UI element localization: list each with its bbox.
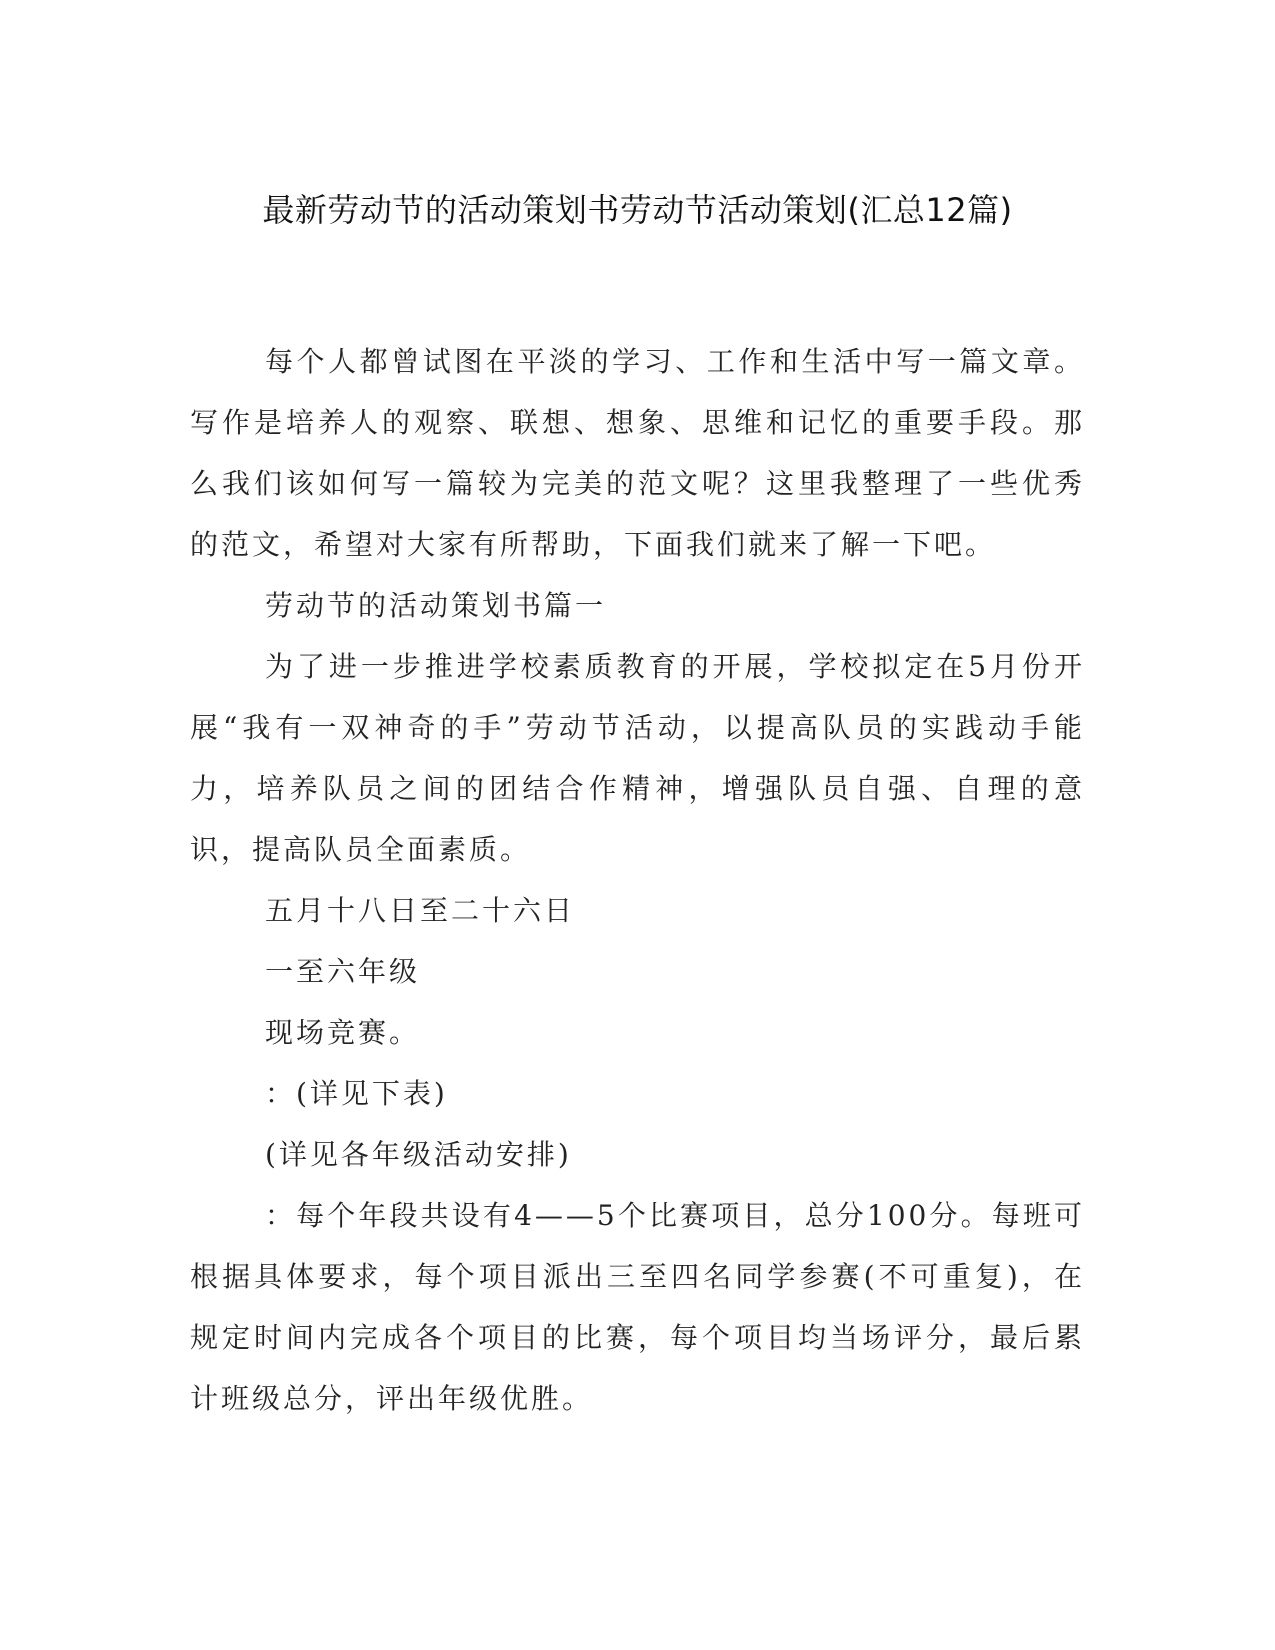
purpose-paragraph: 为了进一步推进学校素质教育的开展，学校拟定在5月份开展“我有一双神奇的手”劳动节活动，以提高队员的实践动手能力，培养队员之间的团结合作精神，增强队员自强、自理的意识，提高队员全面素质。 — [190, 650, 1085, 866]
intro-paragraph: 每个人都曾试图在平淡的学习、工作和生活中写一篇文章。写作是培养人的观察、联想、想象、思维和记忆的重要手段。那么我们该如何写一篇较为完美的范文呢？这里我整理了一些优秀的范文，希望对大家有所帮助，下面我们就来了解一下吧。 — [190, 345, 1085, 561]
document-title: 最新劳动节的活动策划书劳动节活动策划(汇总12篇) — [262, 191, 1013, 229]
format-paragraph: 现场竞赛。 — [265, 1016, 421, 1049]
schedule-reference-paragraph: (详见各年级活动安排) — [265, 1138, 572, 1171]
table-reference-paragraph: ：(详见下表) — [265, 1077, 448, 1110]
section-heading: 劳动节的活动策划书篇一 — [265, 589, 607, 622]
participants-paragraph: 一至六年级 — [265, 955, 421, 988]
date-paragraph: 五月十八日至二十六日 — [265, 894, 576, 927]
document-body — [190, 331, 1085, 1429]
rules-paragraph: ：每个年段共设有4——5个比赛项目，总分100分。每班可根据具体要求，每个项目派出三至四名同学参赛(不可重复)，在规定时间内完成各个项目的比赛，每个项目均当场评分，最后累计班级总分，评出年级优胜。 — [190, 1199, 1085, 1415]
